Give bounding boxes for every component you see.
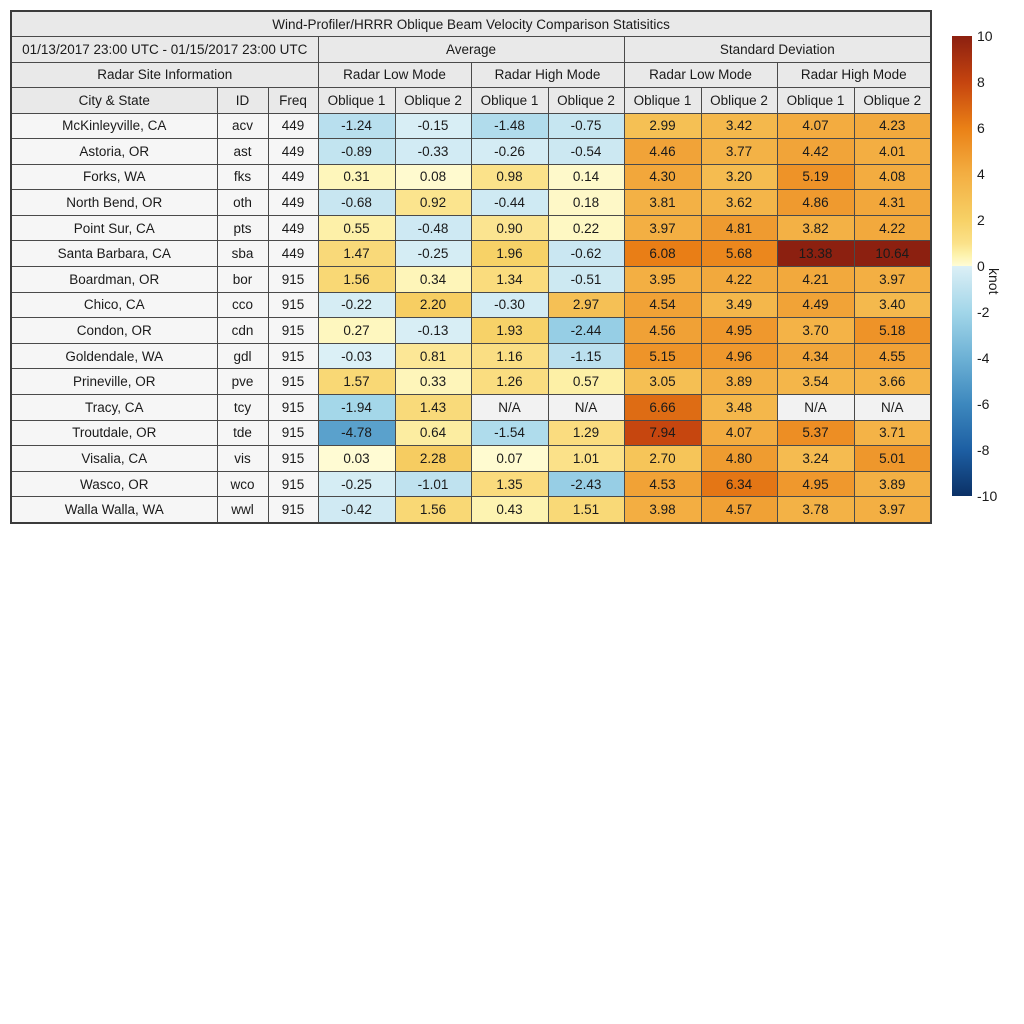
value-cell: 3.97 <box>854 267 931 293</box>
figure-canvas: Wind-Profiler/HRRR Oblique Beam Velocity Comparison Statisitics 01/13/2017 23:00 UTC - 01/15/2017 23:00 UTC Average Standard Deviation Radar Site Information Radar Low Mode Radar High Mode Radar Low Mode Radar High Mode City & State ID Freq Oblique 1 Oblique 2 Oblique 1 Oblique 2 Oblique 1 Oblique 2 Oblique 1 Oblique 2 McKinleyville, CA acv 449 -1.24 -0.15 -1.48 -0.75 2.99 3.42 4.07 4.23 Astoria, OR ast 449 -0.89 -0.33 -0.26 -0.54 4.46 3.77 4.42 4.01 Forks, WA fks 449 0.31 0.08 0.98 0.14 4.30 3.20 5.19 4.08 North Bend, OR oth 449 -0.68 0.92 -0.44 0.18 3.81 3.62 4.86 4.31 Point Sur, CA pts 449 0.55 -0.48 0.90 0.22 3.97 4.81 3.82 4.22 Santa Barbara, CA sba 449 1.47 -0.25 1.96 -0.62 6.08 5.68 13.38 10.64 Boardman, OR bor 915 1.56 0.34 1.34 -0.51 3.95 4.22 4.21 3.97 Chico, CA cco 915 -0.22 2.20 -0.30 2.97 4.54 3.49 4.49 3.40 Condon, OR cdn 915 0.27 -0.13 1.93 -2.44 4.56 4.95 3.70 5.18 Goldendale, WA gdl 915 -0.03 0.81 1.16 -1.15 5.15 4.96 4.34 4.55 Prineville, OR pve 915 1.57 0.33 1.26 0.57 3.05 3.89 3.54 3.66 Tracy, CA tcy 915 -1.94 1.43 N/A N/A 6.66 3.48 N/A N/A Troutdale, OR tde 915 -4.78 0.64 -1.54 1.29 7.94 4.07 5.37 3.71 Visalia, CA vis 915 0.03 2.28 0.07 1.01 2.70 4.80 3.24 5.01 Wasco, OR wco 915 -0.25 -1.01 1.35 -2.43 4.53 6.34 4.95 3.89 Walla Walla, WA wwl 915 -0.42 1.56 0.43 1.51 3.98 4.57 3.78 3.97 10 8 6 4 2 0 -2 -4 -6 -8 -10 knot <box>0 0 1024 1024</box>
freq-cell: 449 <box>268 139 318 165</box>
city-cell: Tracy, CA <box>11 395 217 421</box>
title-row <box>11 11 931 37</box>
id-cell: fks <box>217 164 268 190</box>
value-cell: 4.08 <box>854 164 931 190</box>
value-cell: 5.68 <box>701 241 777 267</box>
city-cell: Walla Walla, WA <box>11 497 217 523</box>
colorbar-tick-label: 10 <box>977 28 993 44</box>
value-cell: 3.77 <box>701 139 777 165</box>
freq-cell: 915 <box>268 267 318 293</box>
table-row <box>11 318 931 344</box>
value-cell: -1.15 <box>548 343 624 369</box>
table-row <box>11 497 931 523</box>
value-cell: 3.78 <box>777 497 854 523</box>
group-row <box>11 37 931 63</box>
colorbar-tick-label: -6 <box>977 396 990 412</box>
value-cell: 4.07 <box>701 420 777 446</box>
city-cell: Goldendale, WA <box>11 343 217 369</box>
colorbar-tick-label: 0 <box>977 258 985 274</box>
std-low-mode-header: Radar Low Mode <box>624 62 777 88</box>
value-cell: 3.95 <box>624 267 701 293</box>
value-cell: 0.07 <box>471 446 548 472</box>
value-cell: 0.27 <box>318 318 395 344</box>
value-cell: 10.64 <box>854 241 931 267</box>
freq-cell: 449 <box>268 164 318 190</box>
value-cell: 4.42 <box>777 139 854 165</box>
colorbar-tick-label: -8 <box>977 442 990 458</box>
value-cell: 3.97 <box>624 215 701 241</box>
city-cell: Visalia, CA <box>11 446 217 472</box>
table-row <box>11 395 931 421</box>
value-cell: 2.70 <box>624 446 701 472</box>
value-cell: 0.14 <box>548 164 624 190</box>
value-cell: 3.98 <box>624 497 701 523</box>
value-cell: 1.35 <box>471 471 548 497</box>
colorbar-tick-label: 6 <box>977 120 985 136</box>
id-cell: sba <box>217 241 268 267</box>
value-cell: 3.40 <box>854 292 931 318</box>
value-cell: 5.15 <box>624 343 701 369</box>
col-oblique-1: Oblique 1 <box>471 88 548 114</box>
value-cell: 3.20 <box>701 164 777 190</box>
id-cell: acv <box>217 113 268 139</box>
value-cell: 6.66 <box>624 395 701 421</box>
id-cell: wwl <box>217 497 268 523</box>
value-cell: 4.81 <box>701 215 777 241</box>
id-cell: oth <box>217 190 268 216</box>
value-cell: 4.57 <box>701 497 777 523</box>
freq-cell: 915 <box>268 497 318 523</box>
value-cell: 5.19 <box>777 164 854 190</box>
value-cell: 1.16 <box>471 343 548 369</box>
value-cell: 0.98 <box>471 164 548 190</box>
colorbar-tick-label: 2 <box>977 212 985 228</box>
value-cell: 5.01 <box>854 446 931 472</box>
table-row <box>11 190 931 216</box>
table-row <box>11 139 931 165</box>
city-cell: Wasco, OR <box>11 471 217 497</box>
value-cell: 3.66 <box>854 369 931 395</box>
value-cell: 4.23 <box>854 113 931 139</box>
table-row <box>11 113 931 139</box>
freq-cell: 449 <box>268 215 318 241</box>
freq-cell: 915 <box>268 446 318 472</box>
value-cell: 3.49 <box>701 292 777 318</box>
value-cell: -0.75 <box>548 113 624 139</box>
colorbar-tick-label: -4 <box>977 350 990 366</box>
mode-row <box>11 62 931 88</box>
freq-cell: 449 <box>268 113 318 139</box>
table-row <box>11 369 931 395</box>
value-cell: -0.68 <box>318 190 395 216</box>
table-row <box>11 164 931 190</box>
freq-cell: 915 <box>268 395 318 421</box>
value-cell: 4.21 <box>777 267 854 293</box>
value-cell: 4.80 <box>701 446 777 472</box>
value-cell: 4.95 <box>777 471 854 497</box>
value-cell: -0.62 <box>548 241 624 267</box>
group-average: Average <box>318 37 624 63</box>
value-cell: 1.56 <box>318 267 395 293</box>
value-cell: -0.22 <box>318 292 395 318</box>
id-cell: pts <box>217 215 268 241</box>
value-cell: N/A <box>471 395 548 421</box>
colorbar-tick-label: -2 <box>977 304 990 320</box>
value-cell: 3.82 <box>777 215 854 241</box>
value-cell: -0.44 <box>471 190 548 216</box>
value-cell: 0.03 <box>318 446 395 472</box>
value-cell: 0.33 <box>395 369 471 395</box>
value-cell: -0.42 <box>318 497 395 523</box>
value-cell: 3.89 <box>701 369 777 395</box>
value-cell: 4.46 <box>624 139 701 165</box>
value-cell: 3.81 <box>624 190 701 216</box>
value-cell: 0.22 <box>548 215 624 241</box>
table-row <box>11 267 931 293</box>
colorbar-tick-label: -10 <box>977 488 998 504</box>
value-cell: 1.96 <box>471 241 548 267</box>
value-cell: -0.25 <box>318 471 395 497</box>
value-cell: 1.93 <box>471 318 548 344</box>
value-cell: -0.26 <box>471 139 548 165</box>
value-cell: 2.20 <box>395 292 471 318</box>
value-cell: 1.29 <box>548 420 624 446</box>
value-cell: 4.96 <box>701 343 777 369</box>
col-oblique-1: Oblique 1 <box>624 88 701 114</box>
value-cell: 7.94 <box>624 420 701 446</box>
value-cell: 0.43 <box>471 497 548 523</box>
group-standard-deviation: Standard Deviation <box>624 37 931 63</box>
value-cell: 1.47 <box>318 241 395 267</box>
value-cell: 1.34 <box>471 267 548 293</box>
value-cell: 4.54 <box>624 292 701 318</box>
value-cell: 4.55 <box>854 343 931 369</box>
freq-cell: 915 <box>268 343 318 369</box>
id-cell: bor <box>217 267 268 293</box>
freq-cell: 449 <box>268 190 318 216</box>
value-cell: 2.99 <box>624 113 701 139</box>
std-high-mode-header: Radar High Mode <box>777 62 931 88</box>
value-cell: -0.13 <box>395 318 471 344</box>
table-row <box>11 420 931 446</box>
value-cell: 0.18 <box>548 190 624 216</box>
colorbar-tick-label: 4 <box>977 166 985 182</box>
id-cell: gdl <box>217 343 268 369</box>
value-cell: 4.22 <box>854 215 931 241</box>
value-cell: 4.53 <box>624 471 701 497</box>
id-cell: tde <box>217 420 268 446</box>
value-cell: 0.64 <box>395 420 471 446</box>
value-cell: -0.51 <box>548 267 624 293</box>
id-cell: ast <box>217 139 268 165</box>
id-cell: tcy <box>217 395 268 421</box>
value-cell: 4.01 <box>854 139 931 165</box>
avg-low-mode-header: Radar Low Mode <box>318 62 471 88</box>
col-oblique-2: Oblique 2 <box>548 88 624 114</box>
value-cell: N/A <box>548 395 624 421</box>
value-cell: 0.55 <box>318 215 395 241</box>
city-cell: Condon, OR <box>11 318 217 344</box>
value-cell: -1.48 <box>471 113 548 139</box>
col-oblique-2: Oblique 2 <box>395 88 471 114</box>
value-cell: -0.03 <box>318 343 395 369</box>
value-cell: 3.05 <box>624 369 701 395</box>
freq-cell: 915 <box>268 292 318 318</box>
value-cell: 1.26 <box>471 369 548 395</box>
value-cell: 3.48 <box>701 395 777 421</box>
city-cell: Chico, CA <box>11 292 217 318</box>
value-cell: 0.90 <box>471 215 548 241</box>
city-cell: Boardman, OR <box>11 267 217 293</box>
value-cell: 1.57 <box>318 369 395 395</box>
value-cell: 4.07 <box>777 113 854 139</box>
value-cell: 4.86 <box>777 190 854 216</box>
table-header <box>11 11 931 113</box>
value-cell: 3.70 <box>777 318 854 344</box>
value-cell: 3.71 <box>854 420 931 446</box>
value-cell: -1.01 <box>395 471 471 497</box>
value-cell: 0.08 <box>395 164 471 190</box>
value-cell: N/A <box>777 395 854 421</box>
city-cell: Troutdale, OR <box>11 420 217 446</box>
value-cell: 4.31 <box>854 190 931 216</box>
value-cell: 1.43 <box>395 395 471 421</box>
id-cell: cco <box>217 292 268 318</box>
value-cell: -0.25 <box>395 241 471 267</box>
value-cell: -0.48 <box>395 215 471 241</box>
value-cell: 1.56 <box>395 497 471 523</box>
city-cell: Forks, WA <box>11 164 217 190</box>
city-cell: Prineville, OR <box>11 369 217 395</box>
table-row <box>11 292 931 318</box>
table-row <box>11 471 931 497</box>
id-cell: vis <box>217 446 268 472</box>
table-body <box>11 113 931 523</box>
value-cell: -1.54 <box>471 420 548 446</box>
value-cell: -2.43 <box>548 471 624 497</box>
col-oblique-1: Oblique 1 <box>777 88 854 114</box>
colorbar <box>952 36 972 496</box>
table-row <box>11 215 931 241</box>
value-cell: -0.89 <box>318 139 395 165</box>
freq-cell: 915 <box>268 471 318 497</box>
id-cell: wco <box>217 471 268 497</box>
value-cell: 3.24 <box>777 446 854 472</box>
date-range: 01/13/2017 23:00 UTC - 01/15/2017 23:00 UTC <box>11 37 318 63</box>
value-cell: -0.30 <box>471 292 548 318</box>
value-cell: 4.30 <box>624 164 701 190</box>
col-freq: Freq <box>268 88 318 114</box>
value-cell: 0.92 <box>395 190 471 216</box>
col-oblique-1: Oblique 1 <box>318 88 395 114</box>
freq-cell: 449 <box>268 241 318 267</box>
value-cell: -1.94 <box>318 395 395 421</box>
table-row <box>11 343 931 369</box>
colorbar-tick-label: 8 <box>977 74 985 90</box>
value-cell: 4.22 <box>701 267 777 293</box>
city-cell: Santa Barbara, CA <box>11 241 217 267</box>
value-cell: 0.57 <box>548 369 624 395</box>
col-oblique-2: Oblique 2 <box>854 88 931 114</box>
city-cell: North Bend, OR <box>11 190 217 216</box>
table-row <box>11 446 931 472</box>
freq-cell: 915 <box>268 369 318 395</box>
city-cell: Astoria, OR <box>11 139 217 165</box>
value-cell: 3.54 <box>777 369 854 395</box>
value-cell: 6.34 <box>701 471 777 497</box>
col-id: ID <box>217 88 268 114</box>
value-cell: 2.97 <box>548 292 624 318</box>
value-cell: -0.15 <box>395 113 471 139</box>
value-cell: 1.01 <box>548 446 624 472</box>
freq-cell: 915 <box>268 420 318 446</box>
value-cell: 0.81 <box>395 343 471 369</box>
value-cell: 4.56 <box>624 318 701 344</box>
column-header-row <box>11 88 931 114</box>
value-cell: 0.31 <box>318 164 395 190</box>
freq-cell: 915 <box>268 318 318 344</box>
value-cell: 4.34 <box>777 343 854 369</box>
value-cell: -4.78 <box>318 420 395 446</box>
value-cell: 2.28 <box>395 446 471 472</box>
table-row <box>11 241 931 267</box>
value-cell: -1.24 <box>318 113 395 139</box>
value-cell: 3.42 <box>701 113 777 139</box>
city-cell: McKinleyville, CA <box>11 113 217 139</box>
id-cell: pve <box>217 369 268 395</box>
id-cell: cdn <box>217 318 268 344</box>
value-cell: 3.62 <box>701 190 777 216</box>
value-cell: 0.34 <box>395 267 471 293</box>
value-cell: 3.89 <box>854 471 931 497</box>
value-cell: 13.38 <box>777 241 854 267</box>
site-info-header: Radar Site Information <box>11 62 318 88</box>
value-cell: 5.18 <box>854 318 931 344</box>
value-cell: N/A <box>854 395 931 421</box>
col-city-state: City & State <box>11 88 217 114</box>
value-cell: 4.49 <box>777 292 854 318</box>
stats-table <box>10 10 932 524</box>
table-title: Wind-Profiler/HRRR Oblique Beam Velocity Comparison Statisitics <box>11 11 931 37</box>
value-cell: 6.08 <box>624 241 701 267</box>
value-cell: -0.33 <box>395 139 471 165</box>
value-cell: 1.51 <box>548 497 624 523</box>
value-cell: -2.44 <box>548 318 624 344</box>
value-cell: -0.54 <box>548 139 624 165</box>
city-cell: Point Sur, CA <box>11 215 217 241</box>
value-cell: 4.95 <box>701 318 777 344</box>
col-oblique-2: Oblique 2 <box>701 88 777 114</box>
value-cell: 5.37 <box>777 420 854 446</box>
value-cell: 3.97 <box>854 497 931 523</box>
avg-high-mode-header: Radar High Mode <box>471 62 624 88</box>
